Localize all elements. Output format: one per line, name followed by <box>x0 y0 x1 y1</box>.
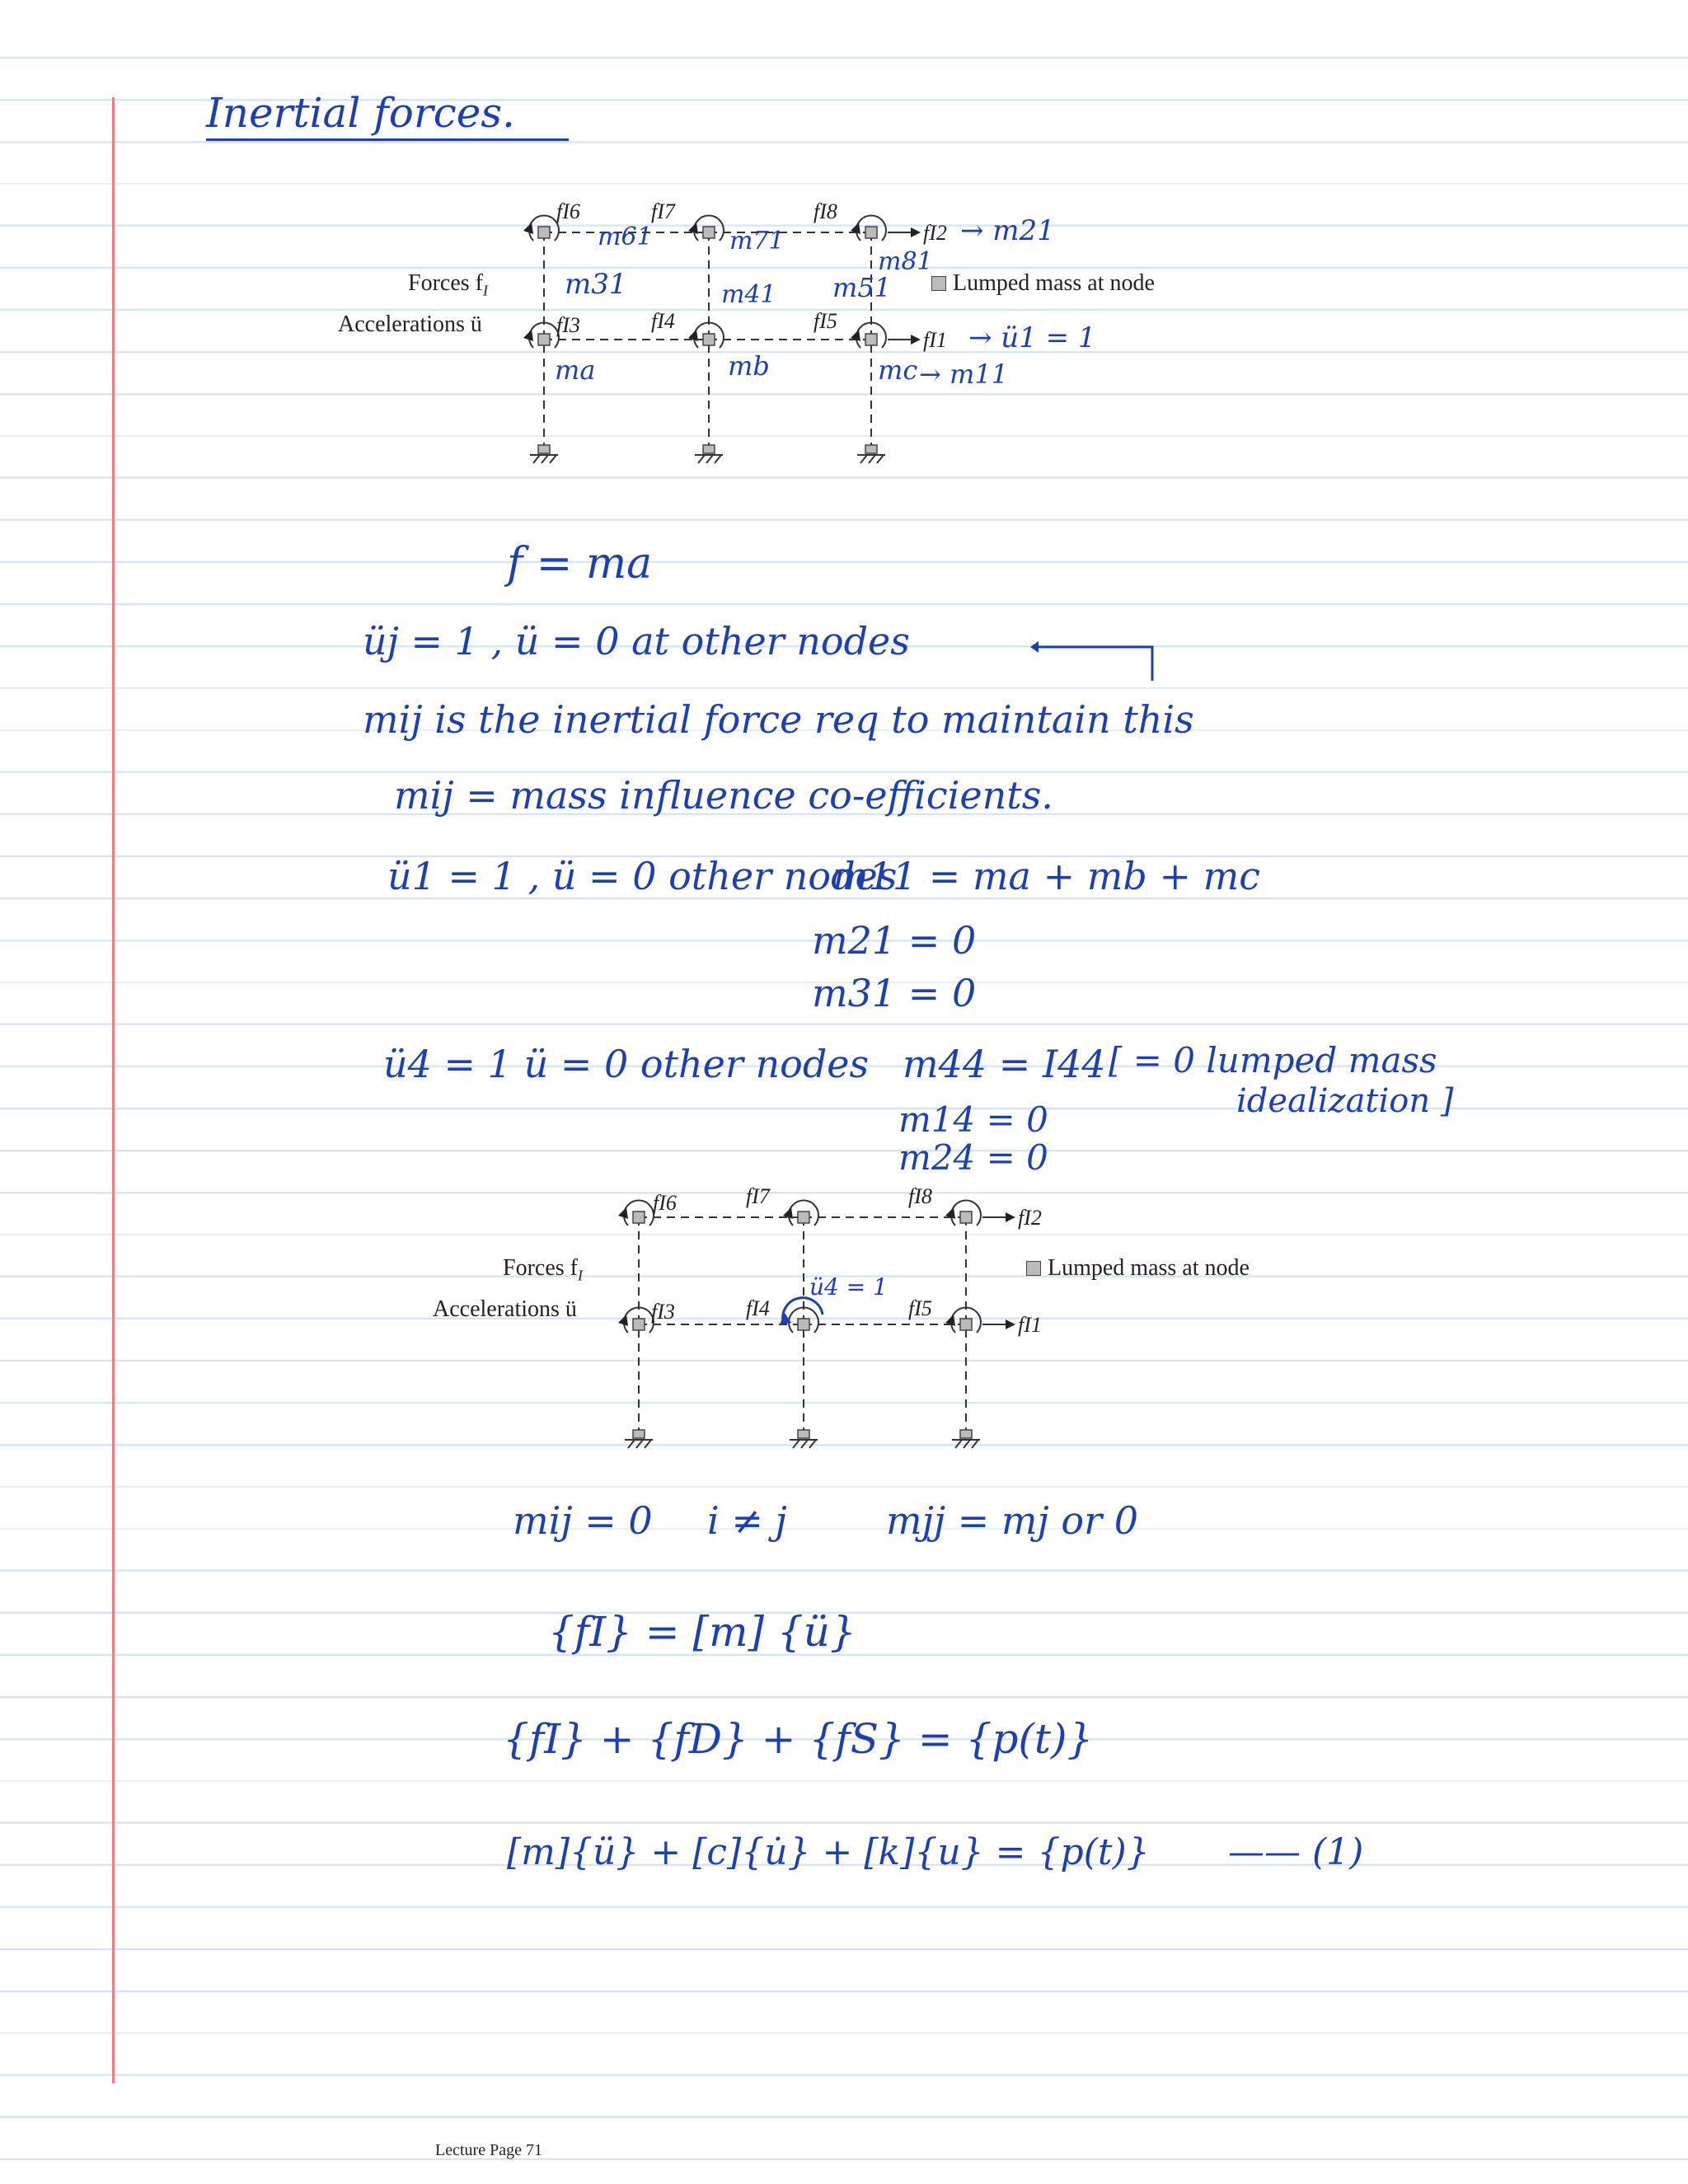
forces-label: Forces $f_I$ <box>408 270 488 299</box>
lumped-mass-swatch <box>931 276 946 291</box>
label2-fI1: fI1 <box>1018 1313 1042 1337</box>
lumped-mass-swatch-2 <box>1026 1261 1041 1276</box>
annot-u4: ü4 = 1 <box>809 1273 888 1301</box>
eq-i-not-j: i ≠ j <box>707 1498 787 1543</box>
annot-m41: m41 <box>721 280 776 309</box>
note-unit-acceleration: üj = 1 , ü = 0 at other nodes <box>363 619 910 663</box>
annot-m21: → m21 <box>960 214 1055 247</box>
annot-u1: → ü1 = 1 <box>968 321 1096 354</box>
note-f-equals-ma: f = ma <box>507 539 653 588</box>
annot-m61: m61 <box>598 223 653 251</box>
annot-m51: m51 <box>832 272 892 303</box>
frame-figure-2-drawing <box>429 1183 1269 1463</box>
note-m31: m31 = 0 <box>812 971 977 1015</box>
label2-fI7: fI7 <box>746 1184 770 1208</box>
label-fI1: fI1 <box>923 328 947 352</box>
accelerations-label: Accelerations ü <box>338 312 482 337</box>
label2-fI3: fI3 <box>651 1300 675 1324</box>
note-m11: m11 = ma + mb + mc <box>832 854 1261 898</box>
label-fI3: fI3 <box>556 313 580 337</box>
note-arrow <box>1030 635 1154 684</box>
eq-inertial-force: {fI} = [m] {ü} <box>548 1608 856 1656</box>
note-mij-definition: mij is the inertial force req to maintain this <box>363 697 1194 742</box>
note-idealization: idealization ] <box>1236 1082 1454 1120</box>
annot-m81: m81 <box>878 247 933 276</box>
label-fI7: fI7 <box>651 199 675 223</box>
label2-fI2: fI2 <box>1018 1206 1042 1230</box>
eq-mjj: mjj = mj or 0 <box>886 1498 1139 1543</box>
frame-figure-2 <box>429 1183 1269 1463</box>
label-fI2: fI2 <box>923 221 947 245</box>
annot-ma: ma <box>555 354 596 386</box>
label-fI4: fI4 <box>651 309 675 333</box>
eq-mij-zero: mij = 0 <box>513 1498 653 1543</box>
eq-equation-of-motion: [m]{ü} + [c]{u̇} + [k]{u} = {p(t)} <box>507 1831 1150 1873</box>
note-m14: m14 = 0 <box>898 1099 1048 1140</box>
label-fI8: fI8 <box>814 199 837 223</box>
label2-fI4: fI4 <box>746 1296 770 1320</box>
annot-m71: m71 <box>729 227 785 255</box>
accelerations-label-2: Accelerations ü <box>433 1296 577 1322</box>
note-mass-influence: mij = mass influence co-efficients. <box>394 773 1053 818</box>
label2-fI5: fI5 <box>908 1296 932 1320</box>
lumped-mass-legend-2: Lumped mass at node <box>1026 1255 1250 1282</box>
annot-mb: mb <box>728 350 770 382</box>
page-footer: Lecture Page 71 <box>435 2141 542 2159</box>
margin-line <box>112 97 115 2083</box>
lumped-mass-legend: Lumped mass at node <box>931 270 1155 297</box>
label2-fI8: fI8 <box>908 1184 932 1208</box>
forces-label-2: Forces $f_I$ <box>503 1255 583 1284</box>
eq-tag: —— (1) <box>1228 1831 1364 1873</box>
eq-force-balance: {fI} + {fD} + {fS} = {p(t)} <box>503 1715 1094 1763</box>
frame-figure-1 <box>334 198 1175 478</box>
label-fI5: fI5 <box>814 309 837 333</box>
annot-mc: mc <box>878 354 918 386</box>
note-m44: m44 = I44 <box>903 1042 1106 1086</box>
heading-underline <box>206 138 569 141</box>
page-heading: Inertial forces. <box>206 89 515 137</box>
annot-m31: m31 <box>565 268 627 301</box>
label-fI6: fI6 <box>556 199 580 223</box>
label2-fI6: fI6 <box>653 1191 677 1215</box>
note-m21: m21 = 0 <box>812 918 977 963</box>
note-m24: m24 = 0 <box>898 1137 1048 1178</box>
note-u4-condition: ü4 = 1 ü = 0 other nodes <box>383 1042 870 1086</box>
annot-m11: → m11 <box>919 359 1009 390</box>
note-lumped-mass: [ = 0 lumped mass <box>1109 1040 1437 1080</box>
note-u1-condition: ü1 = 1 , ü = 0 other nodes <box>387 854 898 898</box>
